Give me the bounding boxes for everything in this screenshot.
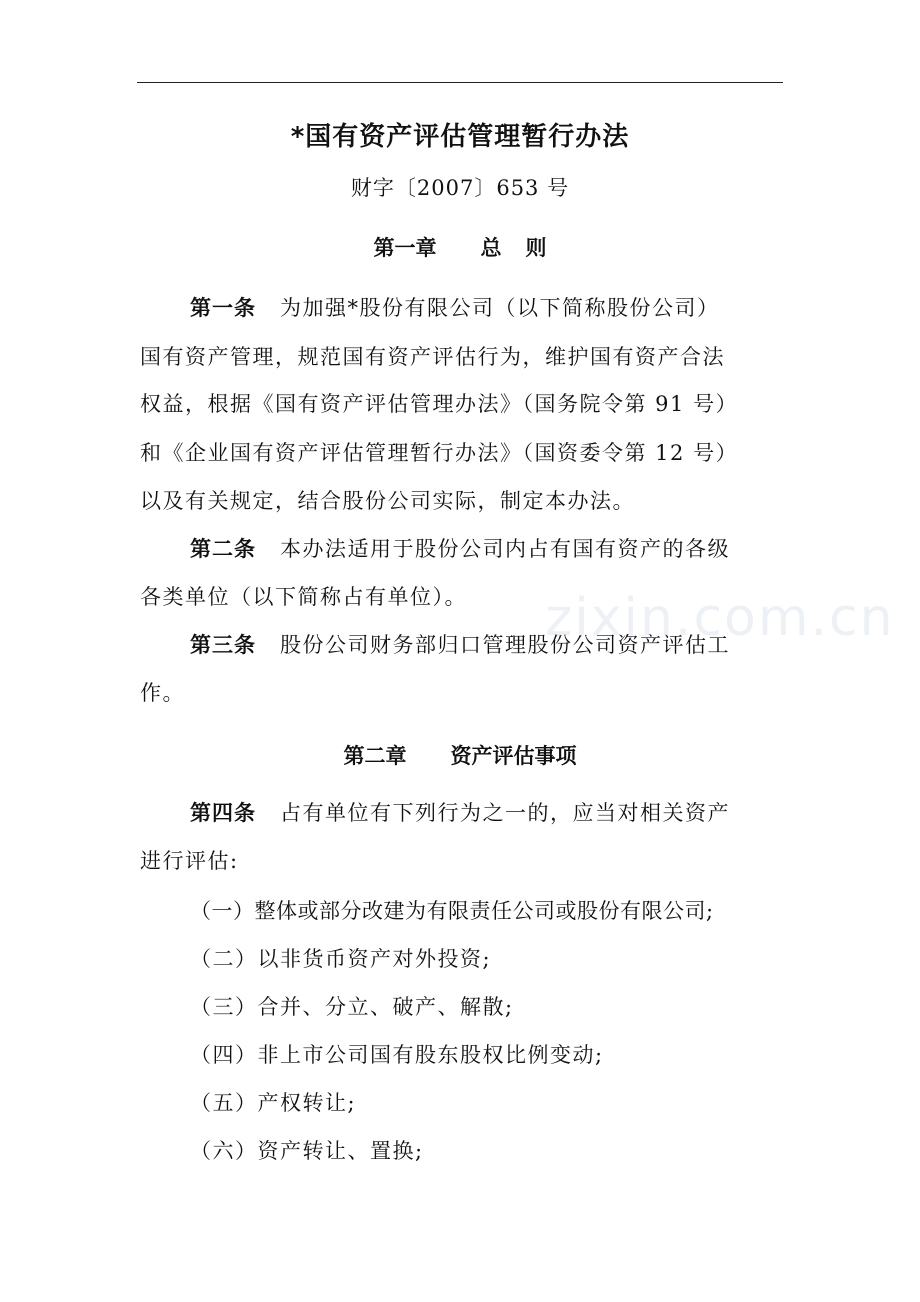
article-1-line-3: 权益，根据《国有资产评估管理办法》（国务院令第 91 号） (140, 392, 739, 416)
article-4-item-6: （六）资产转让、置换; (190, 1139, 424, 1163)
chapter-2-heading (0, 740, 920, 770)
article-4-item-5: （五）产权转让; (190, 1091, 357, 1115)
site-watermark: zixin.com.cn (545, 588, 895, 648)
chapter-1-heading (0, 232, 920, 262)
article-4-label: 第四条 (190, 801, 256, 825)
chapter-1-name-part-1: 总 (480, 236, 502, 260)
article-4-item-3: （三）合并、分立、破产、解散; (190, 995, 514, 1019)
chapter-2-label: 第二章 (343, 744, 407, 768)
article-2-line-1 (190, 533, 730, 563)
article-1-line-4: 和《企业国有资产评估管理暂行办法》（国资委令第 12 号） (140, 441, 739, 465)
article-1-line-5: 以及有关规定，结合股份公司实际，制定本办法。 (140, 489, 635, 513)
chapter-1-name-part-2: 则 (525, 236, 547, 260)
article-2-text-1: 本办法适用于股份公司内占有国有资产的各级 (280, 537, 730, 561)
article-2-label: 第二条 (190, 537, 256, 561)
article-1-label: 第一条 (190, 296, 256, 320)
chapter-1-label: 第一章 (373, 236, 437, 260)
article-3-text-1: 股份公司财务部归口管理股份公司资产评估工 (280, 633, 730, 657)
chapter-2-name: 资产评估事项 (450, 744, 577, 768)
article-3-line-2: 作。 (140, 681, 185, 705)
article-4-text-1: 占有单位有下列行为之一的，应当对相关资产 (280, 801, 730, 825)
header-rule (137, 82, 783, 83)
article-2-line-2: 各类单位（以下简称占有单位）。 (140, 585, 467, 609)
article-4-item-4: （四）非上市公司国有股东股权比例变动; (190, 1043, 604, 1067)
article-3-label: 第三条 (190, 633, 256, 657)
article-4-item-2: （二）以非货币资产对外投资; (190, 947, 492, 971)
article-1-text-1: 为加强*股份有限公司（以下简称股份公司） (280, 296, 720, 320)
article-4-line-2: 进行评估: (140, 849, 239, 873)
document-title: *国有资产评估管理暂行办法 (290, 122, 630, 152)
article-1-line-2: 国有资产管理，规范国有资产评估行为，维护国有资产合法 (140, 345, 725, 369)
document-number: 财字〔2007〕653 号 (350, 176, 570, 200)
article-4-item-1: （一）整体或部分改建为有限责任公司或股份有限公司; (190, 899, 714, 923)
article-4-line-1 (190, 797, 730, 827)
article-1-line-1 (190, 292, 720, 322)
